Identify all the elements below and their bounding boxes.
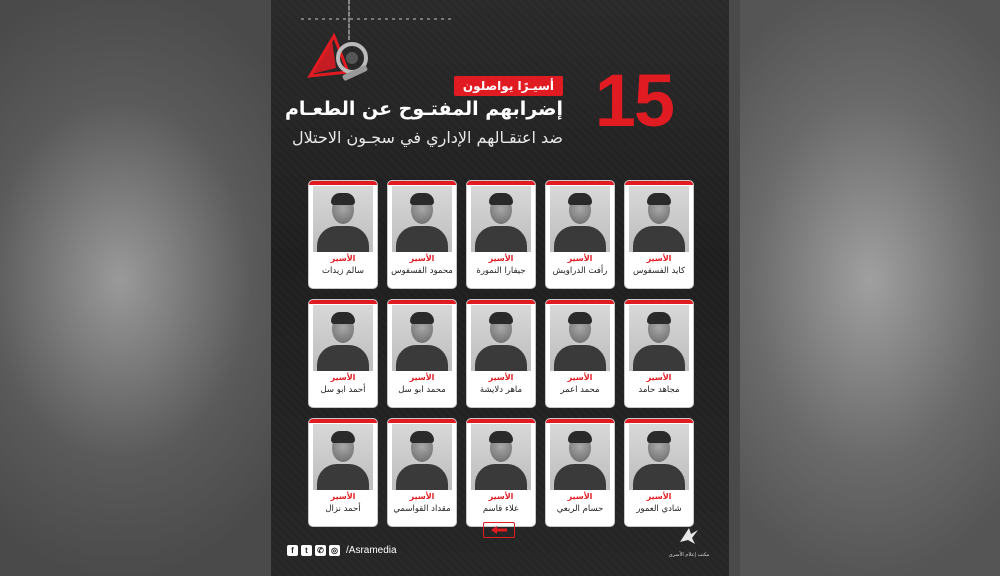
- prisoner-name: أحمد ابو سل: [320, 385, 366, 395]
- prisoner-card: [467, 419, 535, 526]
- brand-text: مكتب إعلام الأسرى: [668, 552, 710, 558]
- prisoner-photo: [629, 424, 689, 490]
- whatsapp-icon[interactable]: ✆: [315, 545, 326, 556]
- prisoner-name: حسام الربعي: [556, 504, 604, 514]
- subheadline: ضد اعتقـالهم الإداري في سجـون الاحتلال: [291, 128, 563, 147]
- prisoner-name: محمد ابو سل: [398, 385, 446, 395]
- headline: إضرابهم المفتـوح عن الطعـام: [284, 98, 563, 120]
- prisoner-photo: [471, 186, 531, 252]
- prisoner-name: رأفت الدراويش: [552, 266, 608, 276]
- prisoner-role: الأسير: [567, 254, 593, 263]
- prisoner-role: الأسير: [330, 492, 356, 501]
- prisoner-role: الأسير: [409, 373, 435, 382]
- barbed-wire: [301, 18, 451, 20]
- prisoner-grid: [309, 181, 693, 526]
- prisoner-name: أحمد نزال: [325, 504, 361, 514]
- prisoner-card: [467, 181, 535, 288]
- brand-logo: [667, 524, 711, 558]
- poster: [271, 0, 729, 576]
- prisoner-role: الأسير: [488, 373, 514, 382]
- prisoner-role: الأسير: [488, 492, 514, 501]
- prisoner-photo: [629, 186, 689, 252]
- prisoner-card: [309, 181, 377, 288]
- prisoner-card: [309, 419, 377, 526]
- prisoner-role: الأسير: [409, 492, 435, 501]
- prisoner-photo: [471, 424, 531, 490]
- prisoner-card: [309, 300, 377, 407]
- prisoner-photo: [392, 186, 452, 252]
- prisoner-name: جيفارا النمورة: [476, 266, 526, 276]
- prisoner-card: [546, 300, 614, 407]
- prisoner-card: [546, 181, 614, 288]
- prisoner-count: 15: [594, 59, 673, 142]
- prisoner-role: الأسير: [567, 373, 593, 382]
- prisoner-photo: [313, 424, 373, 490]
- prisoner-role: الأسير: [330, 373, 356, 382]
- prisoner-name: مقداد القواسمي: [393, 504, 451, 514]
- prisoner-card: [546, 419, 614, 526]
- prisoner-name: علاء قاسم: [482, 504, 520, 514]
- prisoner-role: الأسير: [567, 492, 593, 501]
- prisoner-photo: [629, 305, 689, 371]
- arrow-left-icon: [491, 526, 507, 534]
- prisoner-name: شادي العمور: [636, 504, 682, 514]
- prisoner-photo: [550, 186, 610, 252]
- prisoner-role: الأسير: [646, 373, 672, 382]
- prisoner-photo: [550, 424, 610, 490]
- prisoner-role: الأسير: [646, 254, 672, 263]
- prisoner-role: الأسير: [409, 254, 435, 263]
- social-bar: [287, 545, 397, 556]
- prisoner-photo: [550, 305, 610, 371]
- prisoner-name: سالم زيدات: [322, 266, 364, 276]
- prisoner-name: محمود الفسفوس: [391, 266, 453, 276]
- facebook-icon[interactable]: f: [287, 545, 298, 556]
- prisoner-card: [625, 181, 693, 288]
- next-arrow-button[interactable]: [483, 522, 515, 538]
- prisoner-name: كايد الفسفوس: [632, 266, 686, 276]
- prisoner-card: [388, 300, 456, 407]
- prisoner-card: [388, 181, 456, 288]
- prisoner-card: [388, 419, 456, 526]
- prisoner-name: ماهر دلايشة: [479, 385, 523, 395]
- twitter-icon[interactable]: t: [301, 545, 312, 556]
- instagram-icon[interactable]: ◎: [329, 545, 340, 556]
- tagline-badge: أسيـرًا يواصلون: [454, 76, 563, 96]
- prisoner-card: [625, 300, 693, 407]
- prisoner-photo: [313, 305, 373, 371]
- social-handle[interactable]: /Asramedia: [346, 545, 397, 556]
- prisoner-photo: [313, 186, 373, 252]
- prisoner-role: الأسير: [330, 254, 356, 263]
- prisoner-role: الأسير: [646, 492, 672, 501]
- handcuff-triangle-icon: [306, 28, 376, 88]
- prisoner-photo: [392, 424, 452, 490]
- prisoner-name: محمد اعمر: [560, 385, 600, 395]
- prisoner-photo: [392, 305, 452, 371]
- prisoner-photo: [471, 305, 531, 371]
- prisoner-name: مجاهد حامد: [638, 385, 680, 395]
- bird-logo-icon: [677, 524, 701, 548]
- prisoner-role: الأسير: [488, 254, 514, 263]
- prisoner-card: [625, 419, 693, 526]
- prisoner-card: [467, 300, 535, 407]
